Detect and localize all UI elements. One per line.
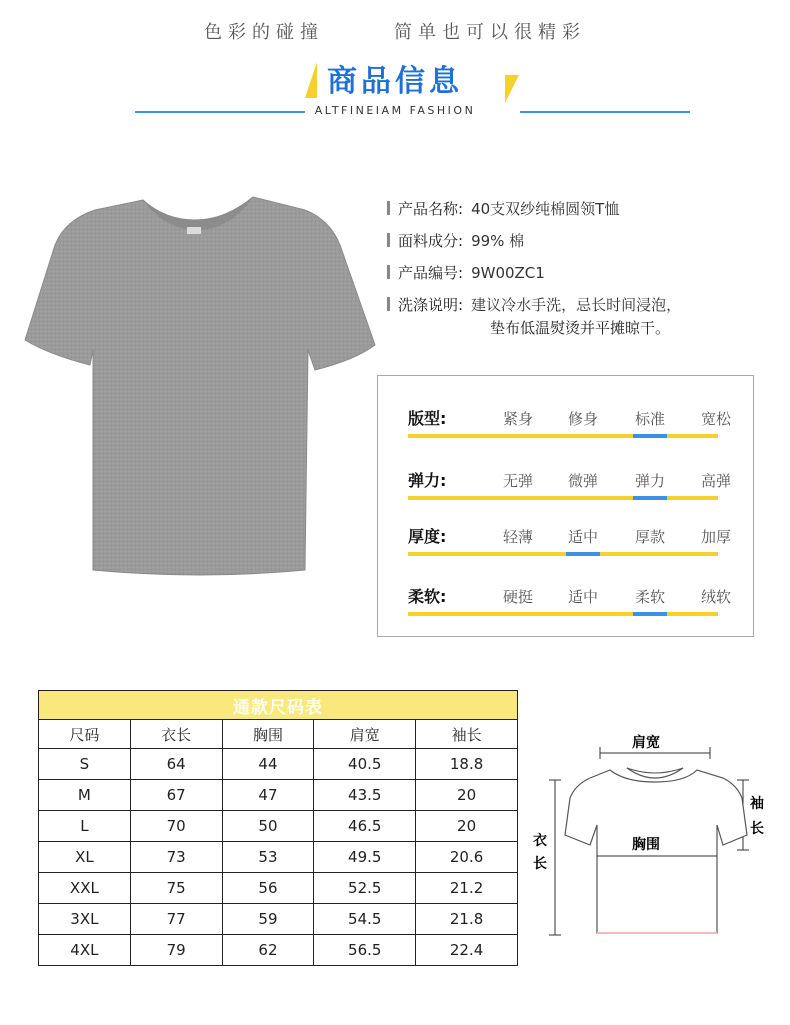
table-row: 3XL 77 59 54.5 21.8 xyxy=(39,904,518,935)
table-row: M 67 47 43.5 20 xyxy=(39,780,518,811)
info-name-row: 产品名称: 40支双纱纯棉圆领T恤 xyxy=(387,198,619,219)
attr-softness-selected-mark xyxy=(633,612,667,616)
table-row: 4XL 79 62 56.5 22.4 xyxy=(39,935,518,966)
attr-softness-row: 柔软: 硬挺 适中 柔软 绒软 xyxy=(408,584,718,624)
measurement-diagram xyxy=(535,730,780,940)
sleeve-label-1: 袖 xyxy=(750,796,764,812)
header-shoulder: 肩宽 xyxy=(314,720,416,749)
shoulder-label: 肩宽 xyxy=(632,735,660,751)
tshirt-image xyxy=(25,175,375,595)
table-row: XXL 75 56 52.5 21.2 xyxy=(39,873,518,904)
attr-thickness-row: 厚度: 轻薄 适中 厚款 加厚 xyxy=(408,524,718,564)
sleeve-label-2: 长 xyxy=(750,821,764,837)
size-table xyxy=(38,690,518,966)
size-table-title: 通款尺码表 xyxy=(39,691,518,720)
slogan xyxy=(0,18,790,44)
section-title-text: 商品信息 xyxy=(327,64,463,99)
info-wash-row: 洗涤说明: 建议冷水手洗，忌长时间浸泡， xyxy=(387,294,681,315)
table-row: S 64 44 40.5 18.8 xyxy=(39,749,518,780)
section-title xyxy=(0,56,790,100)
slogan-right: 简单也可以很精彩 xyxy=(394,22,586,43)
slogan-left: 色彩的碰撞 xyxy=(204,22,324,43)
brand-subtitle: ALTFINEIAM FASHION xyxy=(314,104,476,117)
header-size: 尺码 xyxy=(39,720,131,749)
length-label-2: 长 xyxy=(533,856,547,872)
info-code-row: 产品编号: 9W00ZC1 xyxy=(387,262,545,283)
size-table-header xyxy=(39,720,518,749)
attr-fit-selected-mark xyxy=(633,434,667,438)
attr-thickness-selected-mark xyxy=(566,552,600,556)
table-row: XL 73 53 49.5 20.6 xyxy=(39,842,518,873)
header-sleeve: 袖长 xyxy=(416,720,518,749)
attr-stretch-row: 弹力: 无弹 微弹 弹力 高弹 xyxy=(408,468,718,508)
attribute-panel xyxy=(377,375,754,637)
table-row: L 70 50 46.5 20 xyxy=(39,811,518,842)
attr-stretch-selected-mark xyxy=(633,496,667,500)
header-chest: 胸围 xyxy=(222,720,314,749)
info-wash-row-2: 垫布低温熨烫并平摊晾干。 xyxy=(490,319,671,337)
info-fabric-row: 面料成分: 99% 棉 xyxy=(387,230,524,251)
attr-fit-row: 版型: 紧身 修身 标准 宽松 xyxy=(408,406,718,446)
chest-label: 胸围 xyxy=(632,837,660,853)
length-label-1: 衣 xyxy=(533,833,547,849)
header-length: 衣长 xyxy=(130,720,222,749)
